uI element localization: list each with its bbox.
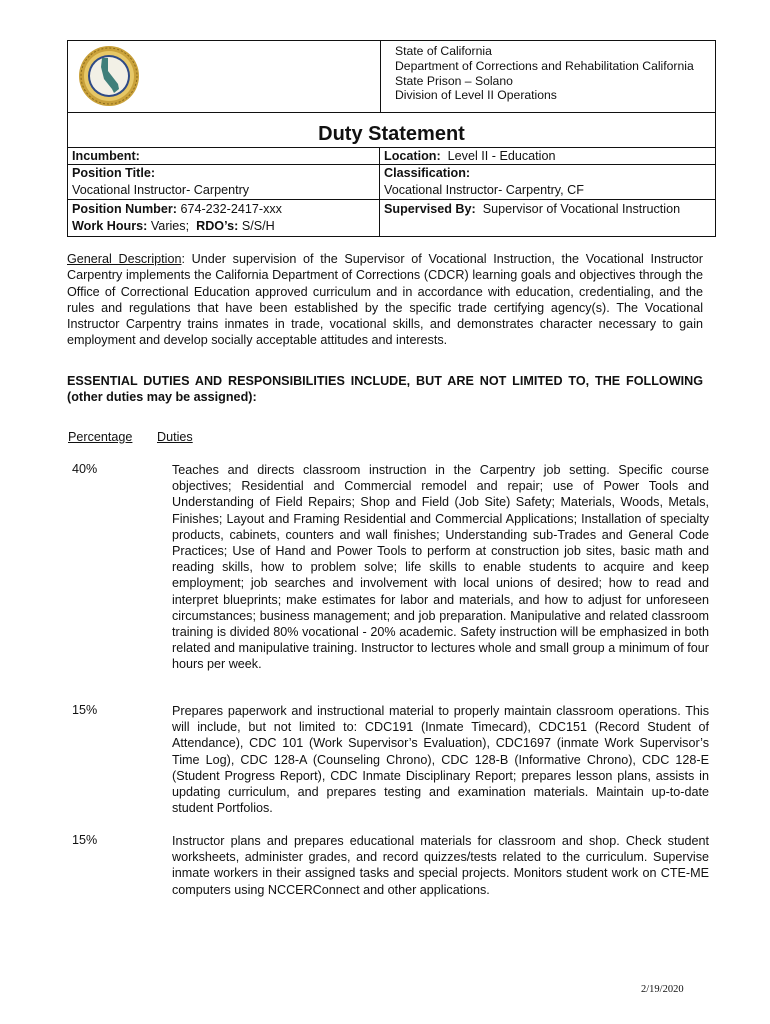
duty-percent: 40% (72, 462, 98, 476)
footer-date: 2/19/2020 (641, 984, 684, 995)
title-row (68, 113, 715, 148)
position-number-label: Position Number: (72, 202, 177, 216)
fields-right-column (380, 148, 715, 237)
duty-text: Instructor plans and prepares educational materials for classroom and shop. Check student worksheets, administer grades, and record quizzes/tests related to the curriculum. Supervise inmate workers in their assigned tasks and special projects. Monitors student work on CTE-ME computers using NCCERConnect and other applications. (172, 834, 709, 897)
agency-line-division: Division of Level II Operations (395, 88, 557, 103)
position-title-field (68, 165, 379, 200)
general-description-text: : Under supervision of the Supervisor of Vocational Instruction, the Vocational Instructor Carpentry implements the California Department of Corrections (CDCR) learning goals and objectives through the Office of Correctional Education approved curriculum and in accordance with education, credentialing, and the rules and regulations that have been established by the specific trade certifying agency(s). The Vocational Instructor Carpentry trains inmates in trade, vocational skills, and demonstrates character necessary to gain employment and develop socially acceptable attitudes and interests. (67, 252, 704, 348)
classification-field (380, 165, 715, 200)
rdo-label: RDO’s: (196, 218, 239, 233)
work-hours-value: Varies; (150, 218, 190, 233)
agency-block (381, 41, 694, 112)
position-number-field (68, 200, 379, 237)
agency-line-prison: State Prison – Solano (395, 73, 513, 88)
seal-cell (68, 41, 381, 112)
incumbent-label: Incumbent: (72, 149, 140, 163)
position-number-value: 674-232-2417-xxx (180, 202, 282, 216)
page-title: Duty Statement (318, 123, 465, 145)
agency-line-department: Department of Corrections and Rehabilitation California (395, 58, 694, 73)
percentage-column-header: Percentage (68, 430, 133, 444)
header-top-row (68, 41, 715, 113)
classification-label: Classification: (384, 166, 471, 180)
general-description-label: General Description (67, 252, 182, 266)
duty-text: Teaches and directs classroom instruction in the Carpentry job setting. Specific course objectives; Residential and Commercial remodel and repair; use of Power Tools and Understanding of Field Repairs; Shop and Field (Job Site) Safety; Materials, Woods, Metals, Finishes; Layout and Framing Residential and Commercial Applications; Installation of specialty products, cabinets, counters and wall finishes; Understanding sub-Trades and General Code Practices; Use of Hand and Power Tools to perform at construction job sites, basic math and reading skills, how to problem solve; life skills to enable students to acquire and keep employment; job searches and involvement with local unions of desired; how to read and interpret blueprints; make estimates for labor and materials, and how to adjust for unforeseen circumstances; business management; and job preparation. Manipulative and related classroom training is divided 80% vocational - 20% academic. Safety instruction will be emphasized in both related and manipulative training. Instructor to lectures whole and small group a minimum of four hours per week. (172, 463, 709, 672)
duty-percent: 15% (72, 703, 98, 717)
incumbent-field (68, 148, 379, 165)
supervised-by-value: Supervisor of Vocational Instruction (482, 202, 681, 216)
location-label: Location: (384, 149, 441, 163)
supervised-by-label: Supervised By: (384, 202, 476, 216)
header-table (67, 40, 716, 237)
duty-text: Prepares paperwork and instructional material to properly maintain classroom operations. This will include, but not limited to: CDC191 (Inmate Timecard), CDC151 (Record Student of Attendance), CDC 101 (Work Supervisor’s Evaluation), CDC1697 (inmate Work Supervisor’s Time Log), CDC 128-A (Counseling Chrono), CDC 128-B (Informative Chrono), CDC 128-E (Student Progress Report), CDC Inmate Disciplinary Report; prepares lesson plans, assists in updating curriculum, and prepares testing and examination materials. Maintain up-to-date student Portfolios. (172, 704, 709, 816)
supervised-by-field (380, 200, 715, 237)
general-description (67, 251, 703, 349)
location-field (380, 148, 715, 165)
position-title-value: Vocational Instructor- Carpentry (72, 182, 250, 197)
essential-duties-heading: ESSENTIAL DUTIES AND RESPONSIBILITIES INCLUDE, BUT ARE NOT LIMITED TO, THE FOLLOWING (other duties may be assigned): (67, 374, 703, 405)
rdo-value: S/S/H (241, 218, 275, 233)
duties-column-header: Duties (157, 430, 193, 444)
fields-left-column (68, 148, 380, 237)
fields-grid (68, 148, 715, 237)
california-state-seal-icon (78, 45, 140, 107)
agency-line-state: State of California (395, 44, 492, 58)
location-value: Level II - Education (447, 149, 556, 163)
position-title-label: Position Title: (72, 166, 156, 180)
duty-percent: 15% (72, 833, 98, 847)
work-hours-label: Work Hours: (72, 218, 148, 233)
classification-value: Vocational Instructor- Carpentry, CF (384, 182, 584, 197)
